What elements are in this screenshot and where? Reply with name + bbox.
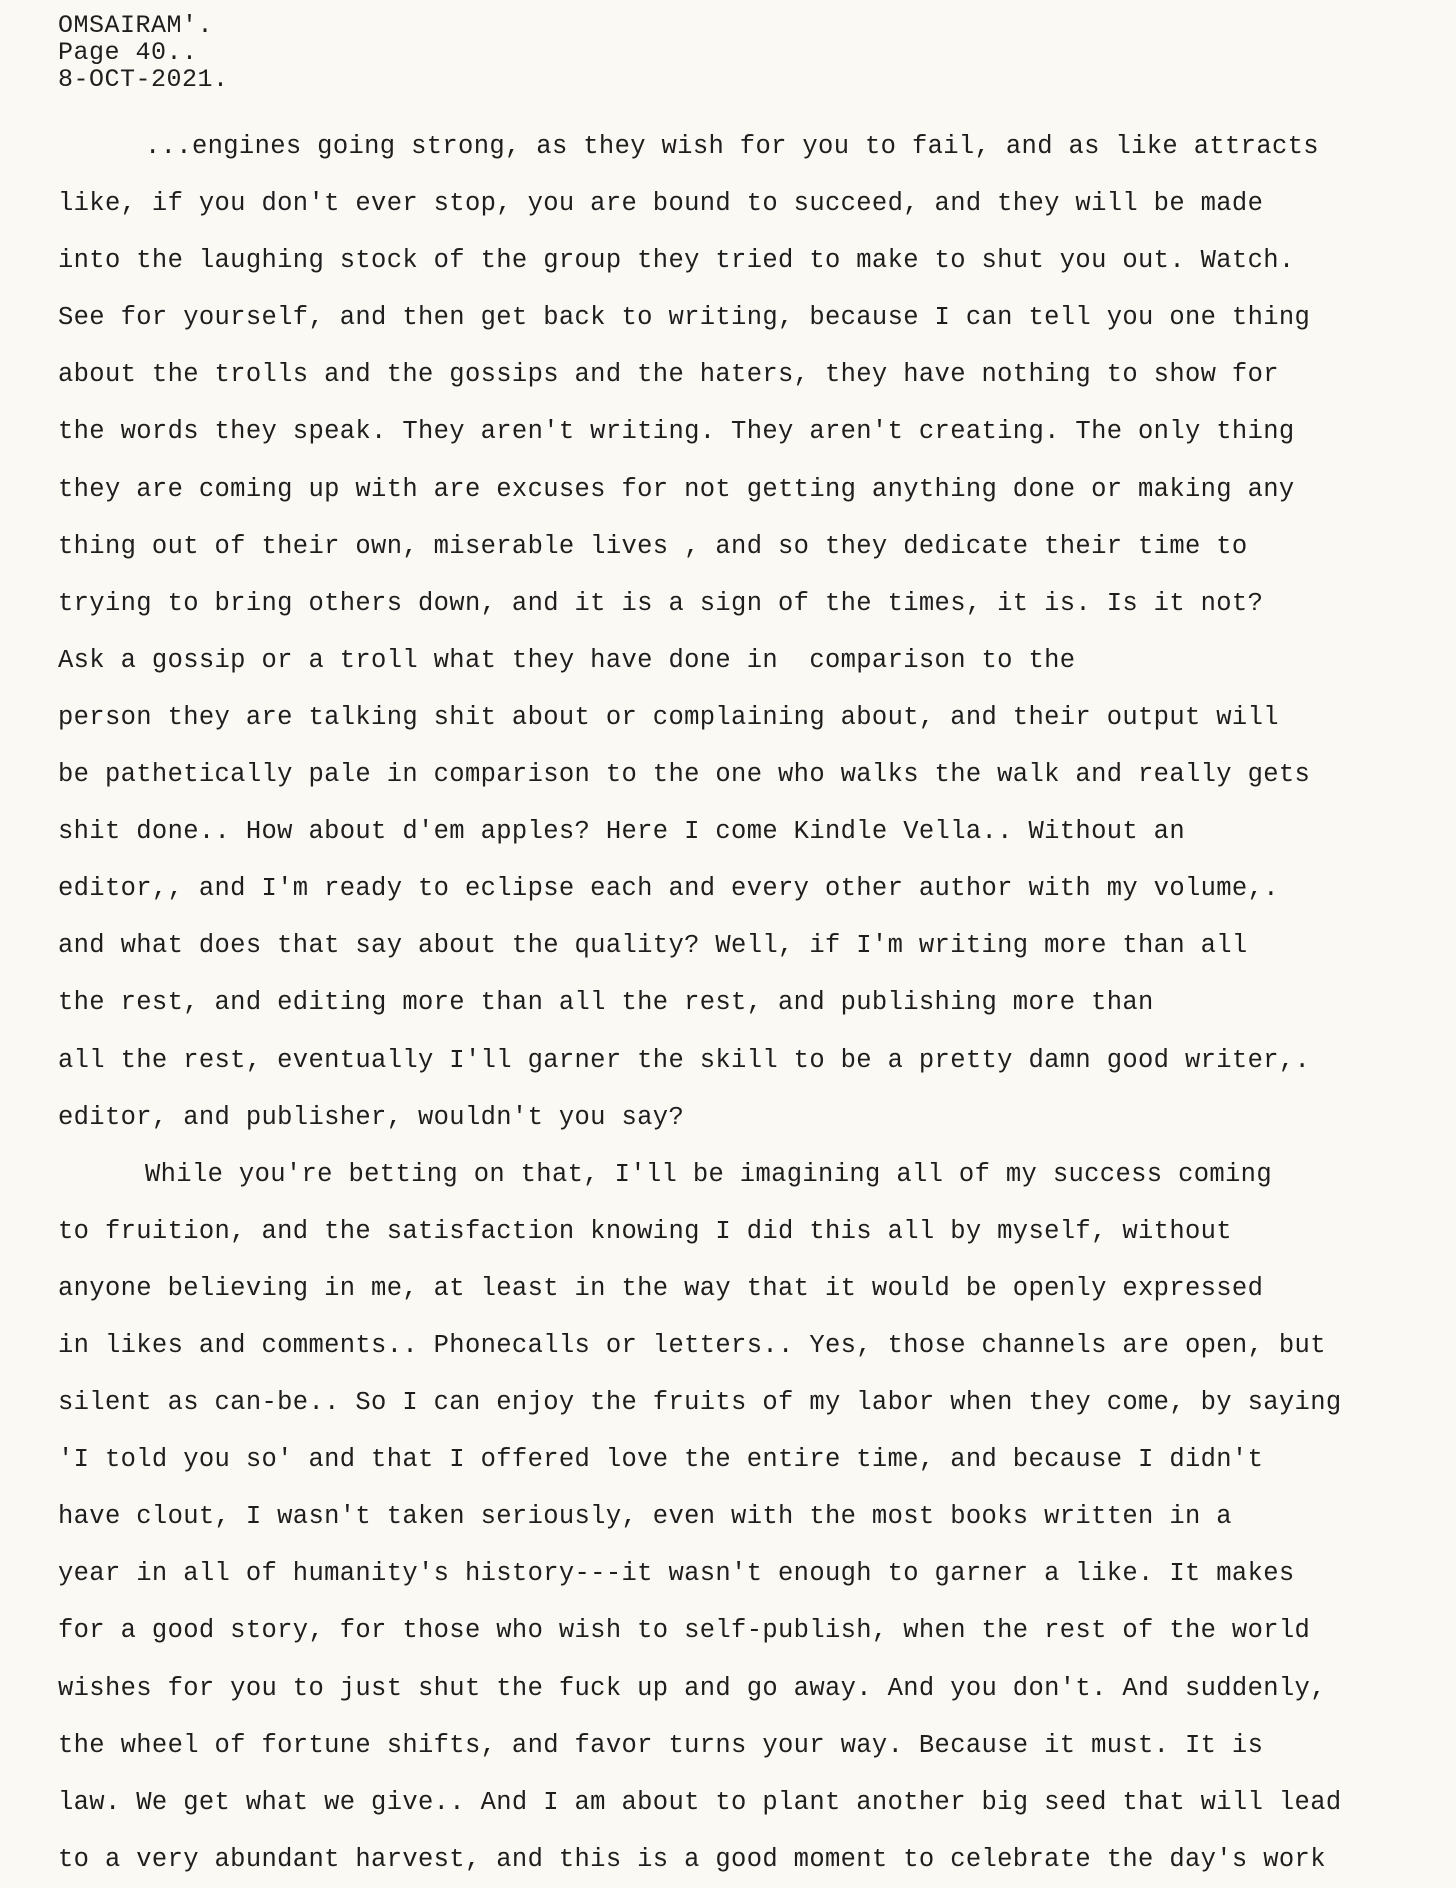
- text-line: all the rest, eventually I'll garner the skill to be a pretty damn good writer,.: [58, 1045, 1311, 1075]
- text-line: person they are talking shit about or complaining about, and their output will: [58, 702, 1279, 732]
- text-line: editor,, and I'm ready to eclipse each and every other author with my volume,.: [58, 874, 1279, 904]
- text-line: trying to bring others down, and it is a sign of the times, it is. Is it not?: [58, 588, 1264, 618]
- text-line: have clout, I wasn't taken seriously, even with the most books written in a: [58, 1502, 1232, 1532]
- text-line: editor, and publisher, wouldn't you say?: [58, 1102, 685, 1132]
- text-line: silent as can-be.. So I can enjoy the fruits of my labor when they come, by saying: [58, 1388, 1342, 1418]
- header-date: 8-OCT-2021.: [58, 65, 229, 94]
- text-line: they are coming up with are excuses for not getting anything done or making any: [58, 474, 1295, 504]
- text-line: in likes and comments.. Phonecalls or letters.. Yes, those channels are open, but: [58, 1330, 1326, 1360]
- text-line: thing out of their own, miserable lives , and so they dedicate their time to: [58, 531, 1248, 561]
- text-line: anyone believing in me, at least in the way that it would be openly expressed: [58, 1273, 1264, 1303]
- text-line: like, if you don't ever stop, you are bound to succeed, and they will be made: [58, 189, 1264, 219]
- text-line: the words they speak. They aren't writing. They aren't creating. The only thing: [58, 417, 1295, 447]
- text-line: to a very abundant harvest, and this is a good moment to celebrate the day's work: [58, 1844, 1326, 1874]
- header-title: OMSAIRAM'.: [58, 11, 214, 40]
- text-line: year in all of humanity's history---it wasn't enough to garner a like. It makes: [58, 1559, 1295, 1589]
- text-line: Ask a gossip or a troll what they have done in comparison to the: [58, 645, 1076, 675]
- text-line: ...engines going strong, as they wish for you to fail, and as like attracts: [145, 132, 1319, 161]
- text-line: law. We get what we give.. And I am about to plant another big seed that will lead: [58, 1787, 1342, 1817]
- text-line: 'I told you so' and that I offered love the entire time, and because I didn't: [58, 1445, 1264, 1475]
- text-line: wishes for you to just shut the fuck up and go away. And you don't. And suddenly,: [58, 1673, 1326, 1703]
- text-line: and what does that say about the quality? Well, if I'm writing more than all: [58, 931, 1248, 961]
- text-line: the wheel of fortune shifts, and favor turns your way. Because it must. It is: [58, 1730, 1264, 1760]
- text-line: shit done.. How about d'em apples? Here I come Kindle Vella.. Without an: [58, 817, 1185, 847]
- text-line: While you're betting on that, I'll be imagining all of my success coming: [145, 1159, 1272, 1189]
- text-line: into the laughing stock of the group they tried to make to shut you out. Watch.: [58, 246, 1295, 276]
- text-line: See for yourself, and then get back to writing, because I can tell you one thing: [58, 303, 1311, 333]
- text-line: for a good story, for those who wish to self-publish, when the rest of the world: [58, 1616, 1311, 1646]
- text-line: to fruition, and the satisfaction knowing I did this all by myself, without: [58, 1216, 1232, 1246]
- text-line: the rest, and editing more than all the rest, and publishing more than: [58, 988, 1154, 1018]
- page-header: [58, 12, 229, 93]
- header-page-number: Page 40..: [58, 38, 198, 67]
- text-line: be pathetically pale in comparison to the one who walks the walk and really gets: [58, 760, 1311, 790]
- page-body: [58, 118, 1438, 1888]
- text-line: about the trolls and the gossips and the haters, they have nothing to show for: [58, 360, 1279, 390]
